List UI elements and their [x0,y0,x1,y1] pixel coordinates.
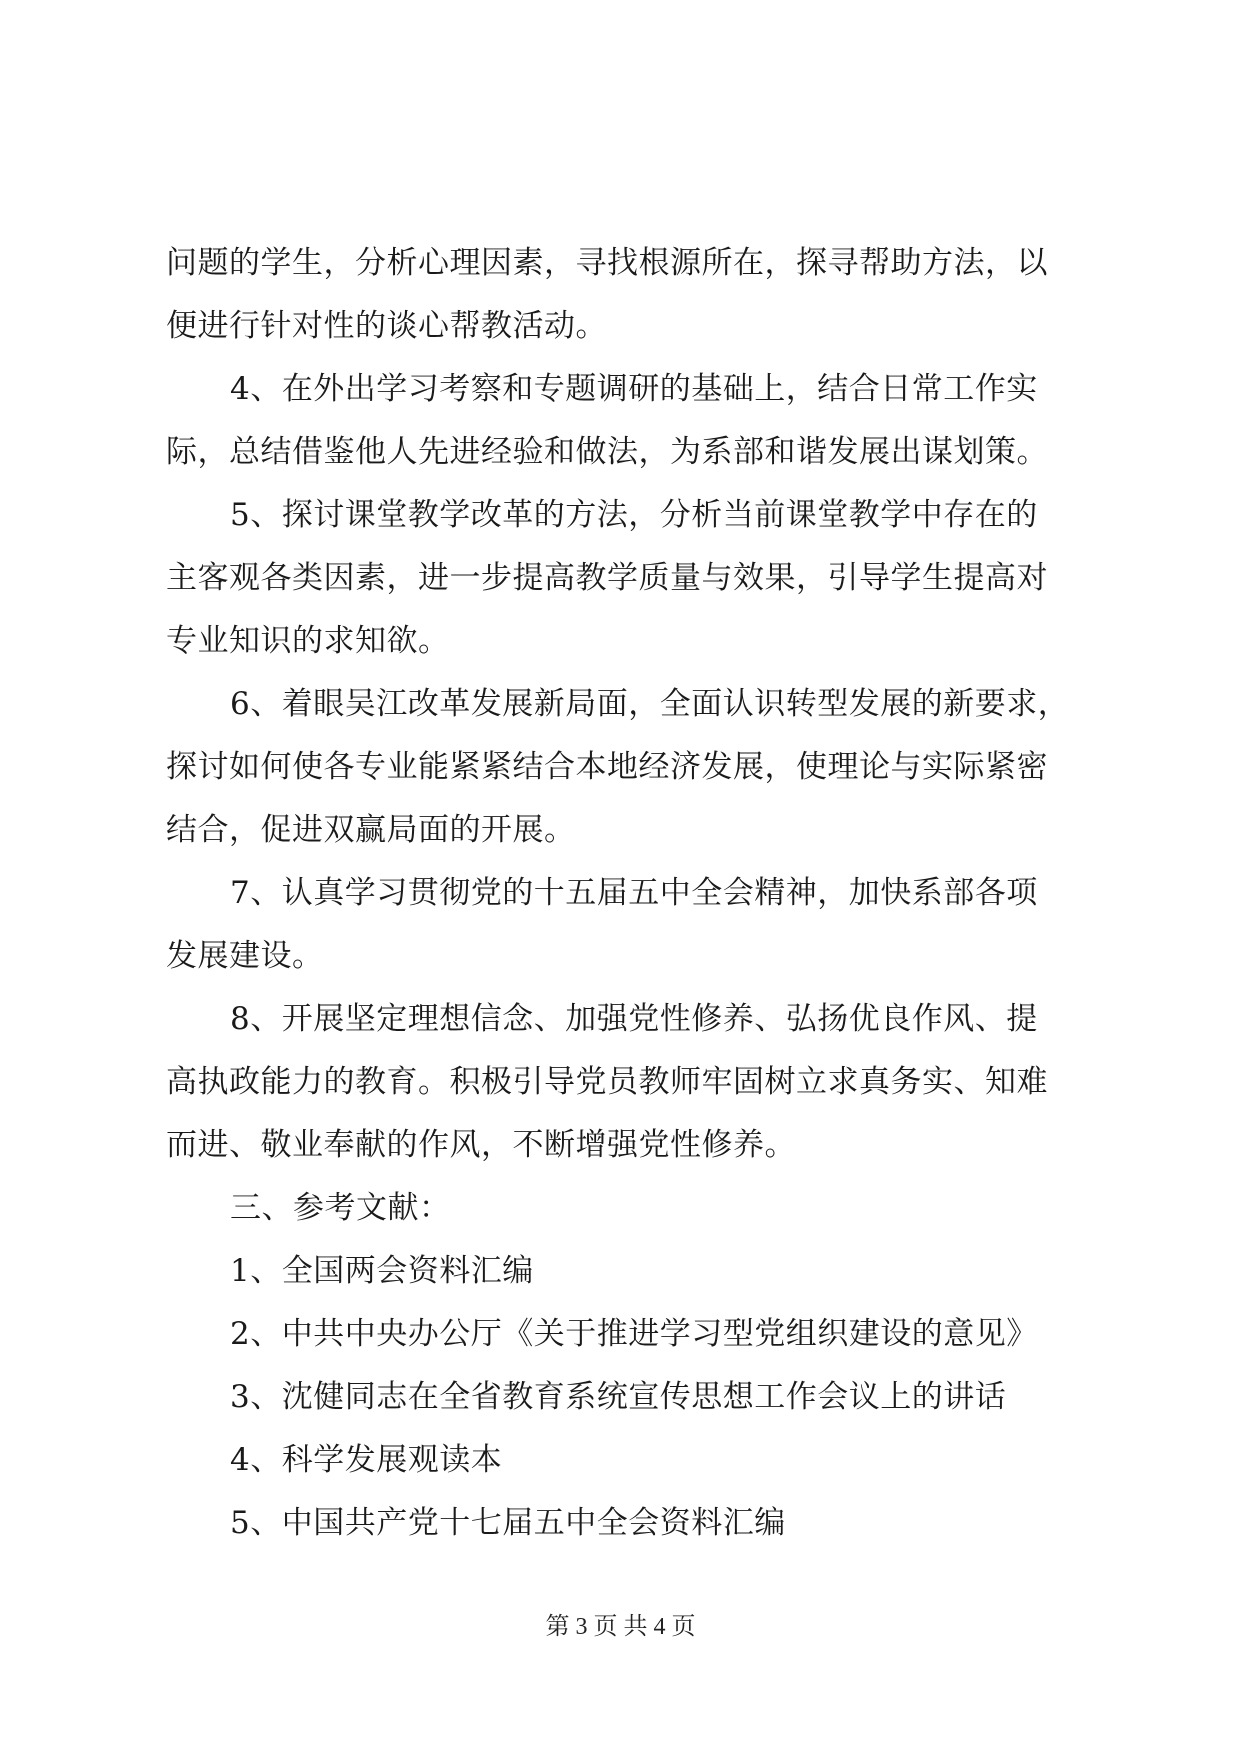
text-line: 高执政能力的教育。积极引导党员教师牢固树立求真务实、知难 [166,1064,1048,1100]
reference-item: 5、中国共产党十七届五中全会资料汇编 [230,1505,786,1541]
text-line: 结合，促进双赢局面的开展。 [166,812,576,848]
text-line: 际，总结借鉴他人先进经验和做法，为系部和谐发展出谋划策。 [166,434,1048,470]
reference-item: 3、沈健同志在全省教育系统宣传思想工作会议上的讲话 [230,1379,1007,1415]
text-line: 而进、敬业奉献的作风，不断增强党性修养。 [166,1127,796,1163]
text-line: 5、探讨课堂教学改革的方法，分析当前课堂教学中存在的 [230,497,1038,533]
text-line: 4、在外出学习考察和专题调研的基础上，结合日常工作实 [230,371,1038,407]
text-line: 专业知识的求知欲。 [166,623,450,659]
text-line: 主客观各类因素，进一步提高教学质量与效果，引导学生提高对 [166,560,1048,596]
text-line: 6、着眼吴江改革发展新局面，全面认识转型发展的新要求， [230,686,1070,722]
text-line: 8、开展坚定理想信念、加强党性修养、弘扬优良作风、提 [230,1001,1038,1037]
text-line: 问题的学生，分析心理因素，寻找根源所在，探寻帮助方法，以 [166,245,1048,281]
reference-item: 1、全国两会资料汇编 [230,1253,534,1289]
text-line: 7、认真学习贯彻党的十五届五中全会精神，加快系部各项 [230,875,1038,911]
reference-item: 2、中共中央办公厅《关于推进学习型党组织建设的意见》 [230,1316,1038,1352]
page-number-footer: 第 3 页 共 4 页 [545,1614,696,1640]
text-line: 探讨如何使各专业能紧紧结合本地经济发展，使理论与实际紧密 [166,749,1048,785]
text-line: 便进行针对性的谈心帮教活动。 [166,308,607,344]
reference-item: 4、科学发展观读本 [230,1442,503,1478]
document-body [166,232,1076,1555]
text-line: 发展建设。 [166,938,324,974]
section-heading: 三、参考文献： [230,1190,451,1226]
